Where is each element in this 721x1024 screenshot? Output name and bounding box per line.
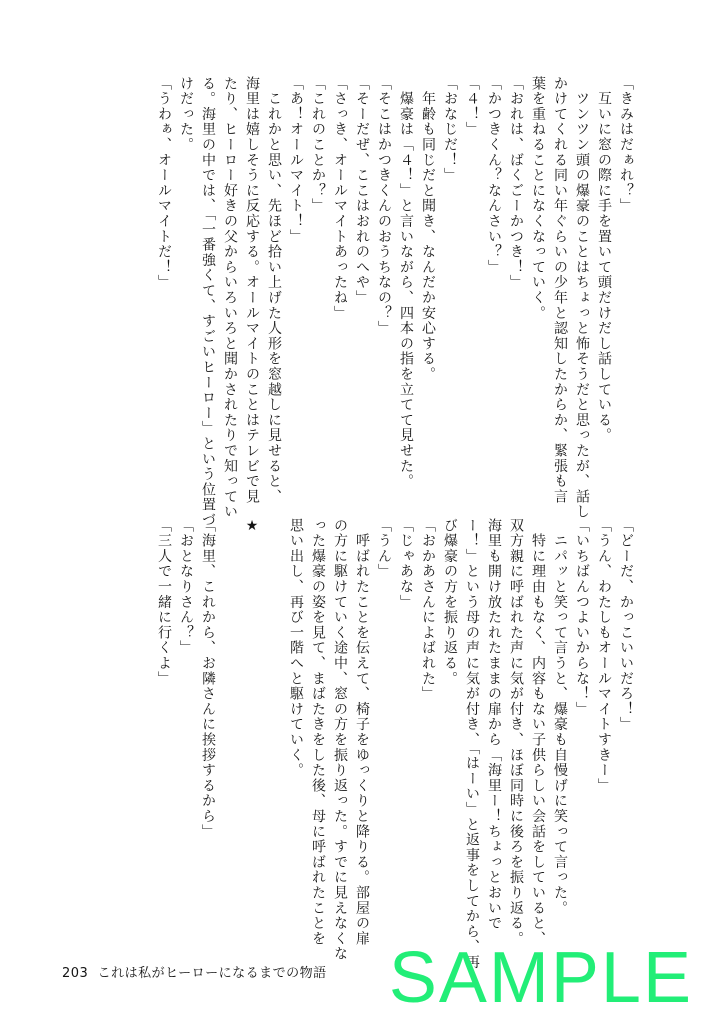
page-number: 203 <box>62 966 89 981</box>
text-line: 「これのことか？」 <box>310 76 326 214</box>
text-line: 思い出し、再び一階へと駆けていく。 <box>288 518 304 779</box>
text-line: 「あ！オールマイト！」 <box>288 76 304 245</box>
text-line: ニパッと笑って言うと、爆豪も自慢げに笑って言った。 <box>552 518 568 916</box>
sample-watermark: SAMPLE <box>388 938 693 1018</box>
text-line: 「三人で一緒に行くよ」 <box>156 518 172 687</box>
text-line: 「かつきくん？なんさい？」 <box>486 76 502 275</box>
text-line: 「じゃあな」 <box>398 518 414 610</box>
text-line: ツンツン頭の爆豪のことはちょっと怖そうだと思ったが、話し <box>574 76 590 520</box>
text-line: けだった。 <box>178 76 194 153</box>
text-line <box>263 518 285 938</box>
text-line: 「そーだぜ、ここはおれのへや」 <box>354 76 370 306</box>
text-line: 「どーだ、かっこいいだろ！」 <box>618 518 634 733</box>
text-line: 海里も開け放たれたままの扉から「海里ー！ちょっとおいで <box>486 518 502 932</box>
text-line: 「きみはだぁれ？」 <box>618 76 634 214</box>
text-line: ★ <box>244 518 260 536</box>
text-line: 「おれは、ばくごーかつき！」 <box>508 76 524 291</box>
text-line: 「４！」 <box>464 76 480 138</box>
text-line: 「うん、わたしもオールマイトすきー」 <box>596 518 612 794</box>
text-line: 互いに窓の際に手を置いて頭だけだし話している。 <box>596 76 612 444</box>
text-line: 「おとなりさん？」 <box>178 518 194 656</box>
text-line: った爆豪の姿を見て、まばたきをした後、母に呼ばれたことを <box>310 518 326 947</box>
page-footer <box>62 962 327 981</box>
lower-text-block <box>77 518 637 970</box>
text-line: これかと思い、先ほど拾い上げた人形を窓越しに見せると、 <box>266 76 282 505</box>
text-line: 「いちばんつよいからな！」 <box>574 518 590 717</box>
text-line: 爆豪は「４！」と言いながら、四本の指を立てて見せた。 <box>398 76 414 490</box>
text-line: 「うわぁ、オールマイトだ！」 <box>156 76 172 291</box>
text-line: 年齢も同じだと聞き、なんだか安心する。 <box>420 76 436 382</box>
text-line: たり、ヒーロー好きの父からいろいろと聞かされたりで知ってい <box>222 76 238 520</box>
text-line: 「おかあさんによばれた」 <box>420 518 436 702</box>
text-line: 「そこはかつきくんのおうちなの？」 <box>376 76 392 337</box>
text-line: 葉を重ねることになくなっていく。 <box>530 76 546 321</box>
text-line: る。海里の中では、「一番強くて、すごいヒーロー」という位置づ <box>200 76 216 528</box>
text-line: び爆豪の方を振り返る。 <box>442 518 458 687</box>
text-line: 「さっき、オールマイトあったね」 <box>332 76 348 321</box>
text-line: かけてくれる同い年ぐらいの少年と認知したからか、緊張も言 <box>552 76 568 505</box>
text-line: 双方親に呼ばれた声に気が付き、ほぼ同時に後ろを振り返る。 <box>508 518 524 947</box>
text-line <box>219 518 241 938</box>
upper-text-block <box>77 76 637 528</box>
text-line: 呼ばれたことを伝えて、椅子をゆっくりと降りる。部屋の扉 <box>354 518 370 947</box>
text-line: の方に駆けていく途中、窓の方を振り返った。すでに見えなくな <box>332 518 348 962</box>
text-line: 海里は嬉しそうに反応する。オールマイトのことはテレビで見 <box>244 76 260 505</box>
text-line: ー！」という母の声に気が付き、「はーい」と返事をしてから、再 <box>464 518 480 970</box>
text-line: 特に理由もなく、内容もない子供らしい会話をしていると、 <box>530 518 546 947</box>
text-line: 「おなじだ！」 <box>442 76 458 184</box>
book-title: これは私がヒーローになるまでの物語 <box>97 966 327 981</box>
text-line: 「海里、これから、お隣さんに挨拶するから」 <box>200 518 216 840</box>
text-line: 「うん」 <box>376 518 392 580</box>
